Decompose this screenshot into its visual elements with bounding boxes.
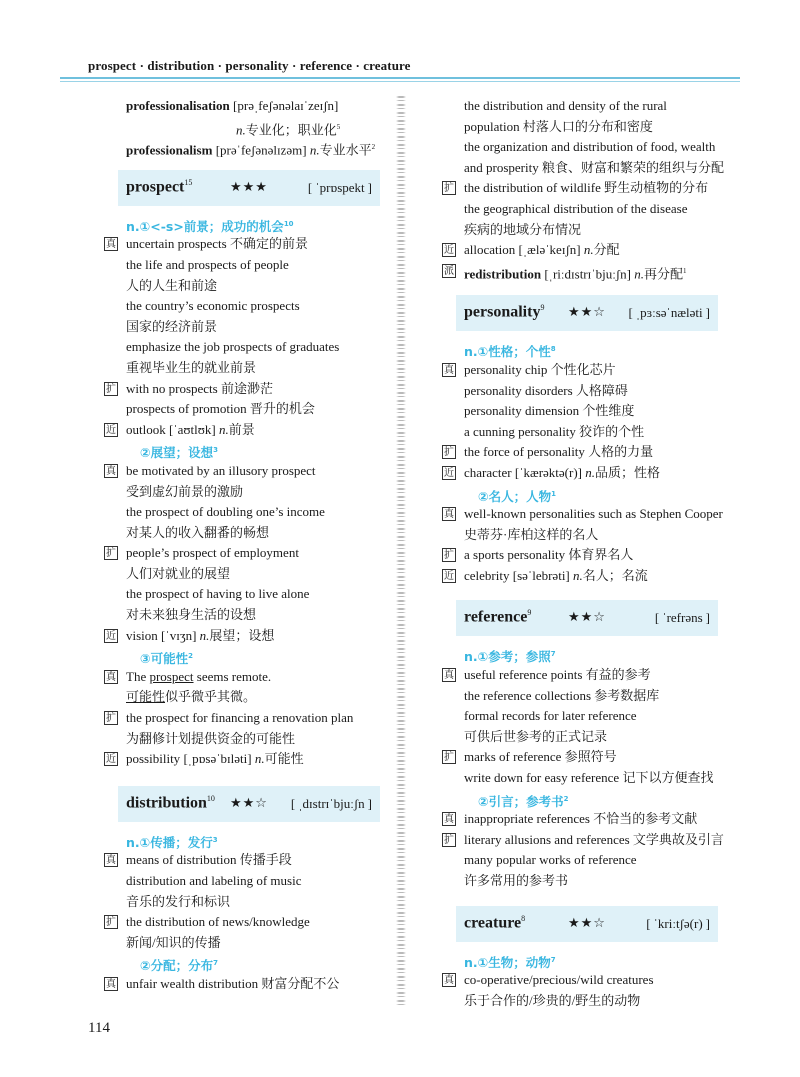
jin-marker-icon: 近 — [444, 467, 454, 479]
example-line: distribution and labeling of music — [126, 873, 302, 888]
headword: distribution$^{10}$ — [126, 793, 215, 812]
example-line: 史蒂芬·库柏这样的名人 — [464, 526, 599, 542]
synonym-line: 近 allocation [ˌæləˈkeɪʃn] n.分配 — [444, 242, 620, 258]
example-line: the life and prospects of people — [126, 256, 289, 272]
kuo-marker-icon: 扩 — [106, 548, 116, 560]
example-line: population 村落人口的分布和密度 — [464, 118, 653, 134]
synonym-line: 近 celebrity [səˈlebrəti] n.名人；名流 — [444, 567, 648, 583]
example-line: write down for easy reference 记下以方便查找 — [464, 770, 714, 786]
example-line: 新闻/知识的传播 — [126, 934, 221, 950]
jin-marker-icon: 近 — [106, 630, 116, 642]
spacer — [100, 158, 390, 170]
star-rating: ★★☆ — [568, 915, 606, 931]
zhen-marker-icon: 真 — [106, 671, 116, 683]
example-line: the country’s economic prospects — [126, 298, 300, 314]
entry-header-creature — [456, 906, 718, 942]
zhen-marker-icon: 真 — [106, 239, 116, 251]
example-line: the prospect of having to live alone — [126, 586, 310, 602]
example-line: 可供后世参考的正式记录 — [464, 728, 608, 744]
derivative-line: 派 redistribution [ˌriːdɪstrɪˈbjuːʃn] n.再分配$^1$ — [444, 265, 687, 282]
example-line: 疾病的地域分布情况 — [464, 221, 582, 237]
sense-label: n.①传播；发行$^3$ — [126, 834, 218, 850]
entry-header-reference — [456, 600, 718, 636]
example-line: 对未来独身生活的设想 — [126, 607, 257, 623]
spacer — [438, 281, 728, 295]
example-line: 受到虚幻前景的激励 — [126, 483, 244, 499]
phonetic: [ ˈrefrəns ] — [655, 610, 710, 626]
entry-header-prospect — [118, 170, 380, 206]
page-number: 114 — [88, 1020, 110, 1036]
sense-label: n.①参考；参照$^7$ — [464, 649, 556, 665]
example-line: 真 co-operative/precious/wild creatures — [444, 972, 654, 988]
zhen-marker-icon: 真 — [444, 364, 454, 376]
headword: reference$^9$ — [464, 608, 532, 626]
star-rating: ★★☆ — [568, 610, 606, 626]
example-line: 扩 literary allusions and references 文学典故及引言 — [444, 831, 724, 847]
example-line: formal records for later reference — [464, 708, 637, 724]
phonetic: [ ˈkriːtʃə(r) ] — [646, 916, 710, 932]
intro-entry-1-meaning: n.专业化；职业化$^5$ — [236, 121, 341, 137]
example-line: 扩 the distribution of news/knowledge — [106, 914, 310, 930]
kuo-marker-icon: 扩 — [444, 183, 454, 195]
star-rating: ★★☆ — [230, 795, 268, 811]
zhen-marker-icon: 真 — [106, 855, 116, 867]
headword: creature$^8$ — [464, 913, 526, 931]
example-line: 扩 the distribution of wildlife 野生动植物的分布 — [444, 180, 709, 196]
example-line: 可能性似乎微乎其微。 — [126, 689, 257, 705]
sense-label: ②引言；参考书$^2$ — [478, 793, 569, 809]
example-line: prospects of promotion 晋升的机会 — [126, 401, 315, 417]
example-line: 真 be motivated by an illusory prospect — [106, 462, 316, 478]
example-line: a cunning personality 狡诈的个性 — [464, 423, 645, 439]
synonym-line: 近 outlook [ˈaʊtlʊk] n.前景 — [106, 421, 255, 437]
entry-header-personality — [456, 295, 718, 331]
running-header: prospect · distribution · personality · reference · creature — [88, 58, 411, 73]
example-line: 扩 the prospect for financing a renovation plan — [106, 710, 354, 726]
header-rule-thin — [60, 81, 740, 82]
intro-entry-2: professionalism [prəˈfeʃənəlɪzəm] n.专业水平$^2$ — [126, 142, 376, 158]
jin-marker-icon: 近 — [106, 754, 116, 766]
synonym-line: 近 possibility [ˌpɒsəˈbɪləti] n.可能性 — [106, 751, 304, 767]
example-line: 真 inappropriate references 不恰当的参考文献 — [444, 811, 698, 827]
sense-label: ②分配；分布$^7$ — [140, 958, 218, 974]
zhen-marker-icon: 真 — [106, 978, 116, 990]
headword: prospect$^{15}$ — [126, 177, 193, 196]
star-rating: ★★★ — [230, 179, 268, 195]
phonetic: [ ˈprɒspekt ] — [308, 180, 372, 196]
zhen-marker-icon: 真 — [444, 670, 454, 682]
example-line: 人的人生和前途 — [126, 277, 218, 293]
jin-marker-icon: 近 — [444, 245, 454, 257]
example-line: 扩 a sports personality 体育界名人 — [444, 547, 634, 563]
sense-label: ②名人；人物$^1$ — [478, 488, 556, 504]
headword: personality$^9$ — [464, 303, 545, 321]
example-line: 人们对就业的展望 — [126, 565, 231, 581]
intro-entry-1: professionalisation [prəˌfeʃənəlaɪˈzeɪʃn] — [126, 98, 339, 113]
example-line: the reference collections 参考数据库 — [464, 687, 660, 703]
sense-label: n.①性格；个性$^8$ — [464, 344, 556, 360]
sense-label: n.①生物；动物$^7$ — [464, 954, 556, 970]
example-line: 重视毕业生的就业前景 — [126, 359, 257, 375]
example-line: 乐于合作的/珍贵的/野生的动物 — [464, 992, 641, 1008]
header-rule — [60, 77, 740, 79]
example-line: personality dimension 个性维度 — [464, 403, 635, 419]
example-line: emphasize the job prospects of graduates — [126, 339, 340, 355]
example-line: 扩 with no prospects 前途渺茫 — [106, 380, 273, 396]
example-line: the organization and distribution of food, wealth — [464, 139, 716, 155]
spacer — [100, 770, 390, 786]
example-line: 扩 marks of reference 参照符号 — [444, 749, 617, 765]
synonym-line: 近 vision [ˈvɪʒn] n.展望；设想 — [106, 627, 275, 643]
spacer — [438, 586, 728, 600]
example-line: 真 means of distribution 传播手段 — [106, 852, 292, 868]
kuo-marker-icon: 扩 — [444, 834, 454, 846]
example-line: personality disorders 人格障碍 — [464, 382, 628, 398]
jin-marker-icon: 近 — [444, 570, 454, 582]
sense-label: ②展望；设想$^3$ — [140, 445, 218, 461]
example-line: 国家的经济前景 — [126, 318, 218, 334]
example-line: the distribution and density of the rural — [464, 98, 667, 113]
phonetic: [ ˌpɜːsəˈnæləti ] — [628, 305, 710, 321]
example-line: 音乐的发行和标识 — [126, 893, 231, 909]
sense-label: n.①<-s>前景；成功的机会$^{10}$ — [126, 218, 294, 234]
example-line: the geographical distribution of the disease — [464, 200, 688, 216]
example-line: 真 unfair wealth distribution 财富分配不公 — [106, 975, 340, 991]
example-line: the prospect of doubling one’s income — [126, 504, 325, 520]
zhen-marker-icon: 真 — [444, 509, 454, 521]
star-rating: ★★☆ — [568, 305, 606, 321]
zhen-marker-icon: 真 — [106, 465, 116, 477]
example-line: 真 personality chip 个性化芯片 — [444, 361, 616, 377]
example-line: many popular works of reference — [464, 852, 637, 868]
column-divider — [396, 96, 406, 1008]
pai-marker-icon: 派 — [444, 265, 454, 277]
kuo-marker-icon: 扩 — [444, 550, 454, 562]
entry-header-distribution — [118, 786, 380, 822]
example-line: 真 well-known personalities such as Stephen Cooper — [444, 506, 723, 522]
synonym-line: 近 character [ˈkærəktə(r)] n.品质；性格 — [444, 464, 661, 480]
spacer — [438, 892, 728, 906]
jin-marker-icon: 近 — [106, 424, 116, 436]
example-line: 扩 people’s prospect of employment — [106, 545, 299, 561]
kuo-marker-icon: 扩 — [444, 447, 454, 459]
kuo-marker-icon: 扩 — [106, 713, 116, 725]
zhen-marker-icon: 真 — [444, 814, 454, 826]
example-line: 为翻修计划提供资金的可能性 — [126, 730, 296, 746]
kuo-marker-icon: 扩 — [444, 752, 454, 764]
left-column — [100, 96, 390, 995]
example-line: 真 The prospect seems remote. — [106, 668, 272, 684]
example-line: 对某人的收入翻番的畅想 — [126, 524, 270, 540]
example-line: 真 uncertain prospects 不确定的前景 — [106, 236, 308, 252]
sense-label: ③可能性$^2$ — [140, 651, 193, 667]
right-column — [438, 96, 728, 1011]
phonetic: [ ˌdɪstrɪˈbjuːʃn ] — [291, 796, 372, 812]
zhen-marker-icon: 真 — [444, 975, 454, 987]
example-line: and prosperity 粮食、财富和繁荣的组织与分配 — [464, 159, 724, 175]
example-line: 扩 the force of personality 人格的力量 — [444, 444, 654, 460]
kuo-marker-icon: 扩 — [106, 917, 116, 929]
example-line: 真 useful reference points 有益的参考 — [444, 667, 651, 683]
example-line: 许多常用的参考书 — [464, 873, 569, 888]
kuo-marker-icon: 扩 — [106, 383, 116, 395]
